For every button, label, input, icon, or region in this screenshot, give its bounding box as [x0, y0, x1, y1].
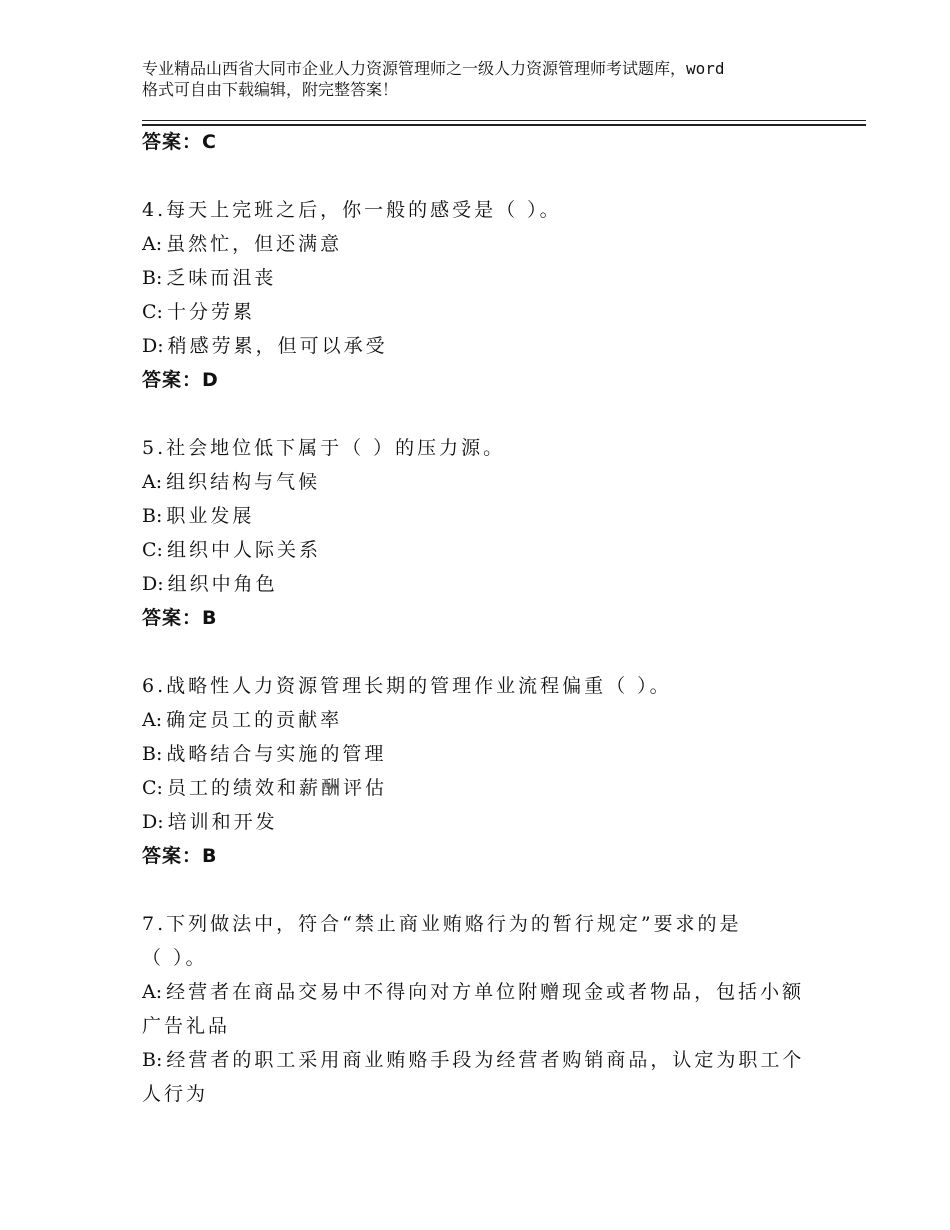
- option-text: 培训和开发: [167, 811, 278, 833]
- option-b: [142, 737, 822, 771]
- option-a-continued: 广告礼品: [142, 1015, 231, 1037]
- option-text: 经营者的职工采用商业贿赂手段为经营者购销商品，认定为职工个: [166, 1049, 805, 1071]
- option-b: [142, 1043, 822, 1077]
- answer-prefix: 答案：: [142, 369, 203, 391]
- option-b-continued: 人行为: [142, 1083, 209, 1105]
- option-label: A:: [142, 471, 163, 493]
- option-text: 组织中角色: [167, 573, 278, 595]
- option-text: 战略结合与实施的管理: [166, 743, 387, 765]
- answer-line: [142, 125, 822, 159]
- option-c: [142, 771, 822, 805]
- option-c: [142, 295, 822, 329]
- answer-value: D: [202, 369, 219, 391]
- question-7: [142, 907, 822, 1111]
- option-a: [142, 227, 822, 261]
- option-label: D:: [142, 335, 164, 357]
- answer-prefix: 答案：: [142, 131, 203, 153]
- answer-prefix: 答案：: [142, 607, 203, 629]
- option-label: A:: [142, 233, 163, 255]
- option-label: A:: [142, 709, 163, 731]
- option-a: [142, 975, 822, 1009]
- answer-line: [142, 363, 822, 397]
- answer-value: C: [202, 131, 217, 153]
- option-text: 确定员工的贡献率: [166, 709, 343, 731]
- option-label: D:: [142, 573, 164, 595]
- answer-prefix: 答案：: [142, 845, 203, 867]
- question-list: [142, 125, 822, 1111]
- question-4: [142, 193, 822, 397]
- option-text: 十分劳累: [166, 301, 255, 323]
- answer-line: [142, 839, 822, 873]
- header-rule-thin: [142, 120, 866, 121]
- question-stem: 4.每天上完班之后，你一般的感受是（ ）。: [142, 199, 562, 221]
- option-text: 职业发展: [166, 505, 255, 527]
- option-a: [142, 465, 822, 499]
- option-label: C:: [142, 777, 163, 799]
- option-text: 员工的绩效和薪酬评估: [166, 777, 387, 799]
- option-d: [142, 567, 822, 601]
- question-stem-continued: （ ）。: [142, 947, 208, 969]
- option-d: [142, 805, 822, 839]
- question-stem: 6.战略性人力资源管理长期的管理作业流程偏重（ ）。: [142, 675, 672, 697]
- option-b: [142, 499, 822, 533]
- option-label: B:: [142, 267, 163, 289]
- option-text: 乏味而沮丧: [166, 267, 277, 289]
- option-b: [142, 261, 822, 295]
- option-label: A:: [142, 981, 163, 1003]
- option-text: 组织结构与气候: [166, 471, 321, 493]
- option-a: [142, 703, 822, 737]
- option-label: C:: [142, 301, 163, 323]
- document-header: [142, 58, 832, 100]
- option-text: 虽然忙，但还满意: [166, 233, 343, 255]
- option-text: 经营者在商品交易中不得向对方单位附赠现金或者物品，包括小额: [166, 981, 805, 1003]
- question-stem: 7.下列做法中，符合“禁止商业贿赂行为的暂行规定”要求的是: [142, 913, 742, 935]
- answer-value: B: [202, 607, 218, 629]
- question-stem: 5.社会地位低下属于（ ）的压力源。: [142, 437, 506, 459]
- answer-line: [142, 601, 822, 635]
- option-d: [142, 329, 822, 363]
- option-label: D:: [142, 811, 164, 833]
- answer-value: B: [202, 845, 218, 867]
- option-text: 组织中人际关系: [166, 539, 321, 561]
- option-c: [142, 533, 822, 567]
- header-line-2: 格式可自由下载编辑，附完整答案！: [142, 80, 399, 99]
- question-6: [142, 669, 822, 873]
- option-text: 稍感劳累，但可以承受: [167, 335, 388, 357]
- option-label: B:: [142, 505, 163, 527]
- question-5: [142, 431, 822, 635]
- header-line-1: 专业精品山西省大同市企业人力资源管理师之一级人力资源管理师考试题库，word: [142, 59, 725, 78]
- option-label: B:: [142, 743, 163, 765]
- option-label: C:: [142, 539, 163, 561]
- option-label: B:: [142, 1049, 163, 1071]
